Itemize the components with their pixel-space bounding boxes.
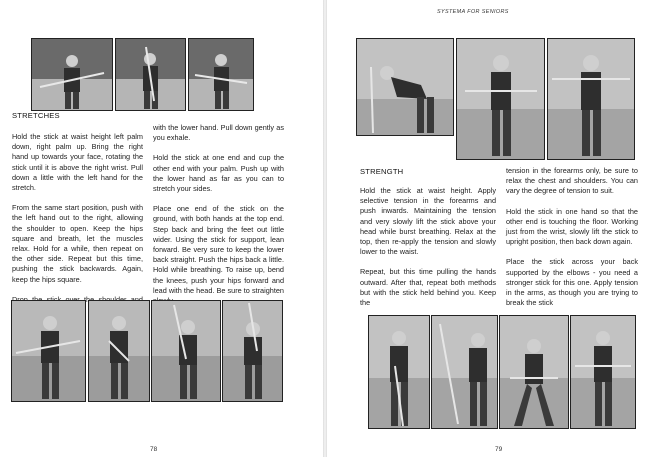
photo-stick-waist-tension bbox=[368, 315, 430, 429]
right-column-1 bbox=[360, 186, 496, 318]
paragraph: tension in the forearms only, be sure to relax the chest and shoulders. You can vary the degree of tension to suit. bbox=[506, 166, 638, 196]
page-number: 78 bbox=[150, 446, 158, 453]
right-page bbox=[327, 0, 650, 457]
photo-stick-face bbox=[115, 38, 186, 111]
photo-stick-behind-back bbox=[88, 300, 150, 402]
photo-stick-lean-forward bbox=[356, 38, 454, 136]
section-heading: STRENGTH bbox=[360, 167, 404, 176]
left-column-2 bbox=[153, 123, 284, 316]
paragraph: Hold the stick at waist height left palm down, right palm up. Bring the right hand up towards your face, rotating the stick until it is above the right wrist. Pull down a little with the left hand for the stretch. bbox=[12, 132, 143, 193]
photo-stick-lift-front bbox=[456, 38, 545, 160]
paragraph: Place the stick across your back supported by the elbows - you need a stronger stick for this one. Apply tension in the arms, as though you are trying to break the stick bbox=[506, 257, 638, 308]
paragraph: with the lower hand. Pull down gently as you exhale. bbox=[153, 123, 284, 143]
photo-stick-wide-stance bbox=[499, 315, 569, 429]
paragraph: Hold the stick in one hand so that the other end is touching the floor. Working just from the wrist, slowly lift the stick to upright position, then back down again. bbox=[506, 206, 638, 247]
paragraph: Repeat, but this time pulling the hands outward. After that, repeat both methods but with the stick held behind you. Keep the bbox=[360, 267, 496, 308]
running-header: SYSTEMA FOR SENIORS bbox=[437, 9, 509, 15]
photo-stick-shoulder-push bbox=[11, 300, 86, 402]
photo-stick-overhead-reach bbox=[222, 300, 283, 402]
photo-stick-waist-rotate bbox=[31, 38, 113, 111]
photo-stick-one-hand-floor bbox=[431, 315, 498, 429]
paragraph: From the same start position, push with the left hand out to the right, allowing the shoulder to open. Keep the hips square and breath, let the muscles relax. Hold for a while, then repeat on the other side. Repeat but this time, pushing the stick backwards. Again, keep the hips square. bbox=[12, 203, 143, 284]
paragraph: Hold the stick at waist height. Apply selective tension in the forearms and push inwards. Maintaining the tension and very slowly lift the stick above your head while burst breathing. Relax at the top, then re-apply the tension and slowly lower to the waist. bbox=[360, 186, 496, 257]
paragraph: Hold the stick at one end and cup the other end with your palm. Push up with the lower hand as far as you can to stretch your sides. bbox=[153, 153, 284, 194]
photo-stick-push-side bbox=[188, 38, 254, 111]
photo-stick-back-elbows bbox=[570, 315, 636, 429]
left-column-1 bbox=[12, 132, 143, 325]
section-heading: STRETCHES bbox=[12, 111, 60, 120]
paragraph: Place one end of the stick on the ground, with both hands at the top end. Step back and bring the feet out little wider. Using the stick for support, lean forward. Be very sure to keep the lower back straight. Push the hips back a little. Hold while breathing. To raise up, bend the knees, push your hips forward and lead with the head. Be sure to straighten bbox=[153, 204, 284, 295]
photo-stick-overhead-wide bbox=[547, 38, 635, 160]
page-number: 79 bbox=[495, 446, 503, 453]
right-column-2 bbox=[506, 166, 638, 318]
left-page bbox=[0, 0, 323, 457]
photo-stick-overhead-side bbox=[151, 300, 221, 402]
